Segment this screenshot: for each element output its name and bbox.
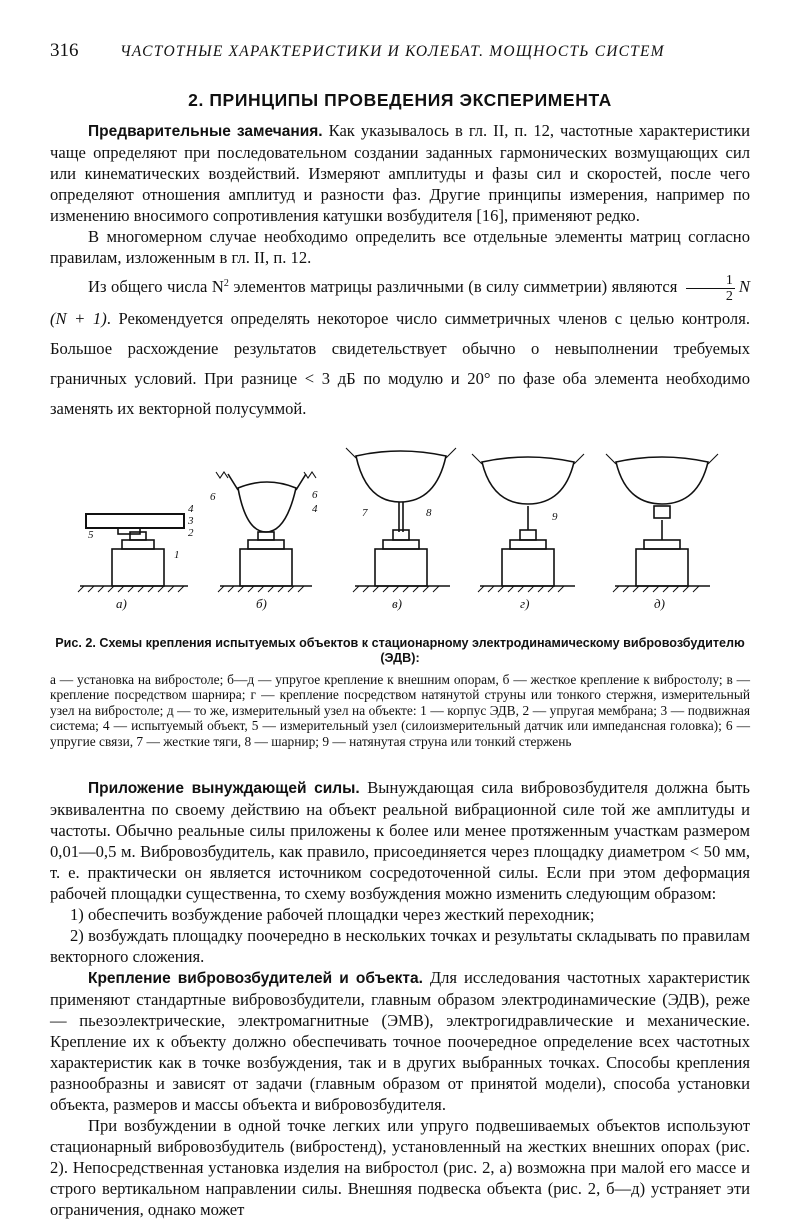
page bbox=[50, 40, 750, 1220]
formula: N (N + 1) bbox=[50, 277, 750, 328]
callout-b-6-left: 6 bbox=[210, 490, 216, 503]
mount-text-1: Для исследования частотных характеристик применяют стандартные вибровозбудители, главным образом электродинамические (ЭДВ), реже — пьезоэлектрические, электромагнитные (ЭМВ), электрогидравлические и механические. Крепление их к объекту должно обеспечивать точное поочередное определение всех частотных характеристик как в точке возбуждения, так и в других выбранных точках. Способы крепления разнообразны и зависят от задачи (главным образом от принятой модели), способа установки объекта, размеров и массы объекта и вибровозбудителя. bbox=[50, 968, 750, 1115]
intro-text-1: Как указывалось в гл. II, п. 12, частотные характеристики чаще определяют при последовательном создании заданных гармонических возмущающих сил или кинематических воздействий. Измеряют амплитуды и фазы сил и скоростей, после чего определяют отношения амплитуд и разности фаз. Другие принципы измерения, например по изменению вносимого сопротивления катушки возбудителя [16], применяют редко. bbox=[50, 121, 750, 225]
mount-paragraph-1 bbox=[50, 967, 750, 1115]
mount-paragraph-2: При возбуждении в одной точке легких или упруго подвешиваемых объектов используют стационарный вибровозбудитель (вибростенд), установленный на жестких внешних опорах (рис. 2). Непосредственная установка изделия на вибростол (рис. 2, а) возможна при малой его массе и строго вертикальном направлении силы. Внешняя подвеска объекта (рис. 2, б—д) устраняет эти ограничения, однако может bbox=[50, 1116, 750, 1220]
fraction-denominator: 2 bbox=[725, 288, 733, 304]
scheme-g bbox=[472, 454, 584, 586]
ground-g bbox=[478, 586, 575, 592]
running-title: ЧАСТОТНЫЕ ХАРАКТЕРИСТИКИ И КОЛЕБАТ. МОЩНОСТЬ СИСТЕМ bbox=[120, 43, 665, 60]
section-title: 2. ПРИНЦИПЫ ПРОВЕДЕНИЯ ЭКСПЕРИМЕНТА bbox=[188, 90, 612, 110]
intro-paragraph-2: В многомерном случае необходимо определить все отдельные элементы матриц согласно правилам, изложенным в гл. II, п. 12. bbox=[50, 227, 750, 267]
callout-a-5: 5 bbox=[88, 528, 94, 541]
ground-v bbox=[353, 586, 450, 592]
fraction-numerator: 1 bbox=[686, 273, 735, 289]
intro-lead: Предварительные замечания. bbox=[88, 123, 323, 140]
subfig-label-v: в) bbox=[392, 595, 402, 611]
callout-g-9: 9 bbox=[552, 510, 558, 523]
exponent: 2 bbox=[223, 278, 229, 289]
callout-v-7: 7 bbox=[362, 506, 368, 519]
ground-b bbox=[218, 586, 312, 592]
force-list-item-1: 1) обеспечить возбуждение рабочей площадки через жесткий переходник; bbox=[70, 905, 595, 925]
ground-a bbox=[78, 586, 188, 592]
ground-d bbox=[613, 586, 710, 592]
force-list-item-2: 2) возбуждать площадку поочередно в нескольких точках и результаты складывать по правилам векторного сложения. bbox=[50, 926, 750, 967]
intro-text-3b: элементов матрицы различными (в силу симметрии) являются bbox=[228, 277, 682, 296]
intro-paragraph-3 bbox=[50, 272, 750, 424]
callout-b-4: 4 bbox=[312, 502, 318, 515]
callout-b-6-right: 6 bbox=[312, 488, 318, 501]
intro-text-3c: . Рекомендуется определять некоторое число симметричных членов с целью контроля. Большое расхождение результатов свидетельствует обычно о невыполнении требуемых граничных условий. При разнице < 3 дБ по модулю и 20° по фазе оба элемента необходимо заменять их векторной полусуммой. bbox=[50, 308, 750, 418]
spacer bbox=[50, 749, 750, 777]
scheme-b bbox=[216, 472, 316, 586]
force-text: Вынуждающая сила вибровозбудителя должна быть эквивалентна по своему действию на объект реальной вибрационной силе той же амплитуды и частоты. Обычно реальные силы приложены к более или менее протяженным участкам размером 0,01—0,5 м. Вибровозбудитель, как правило, присоединяется через площадку диаметром < 50 мм, т. е. практически он является источником сосредоточенной силы. Если при этом деформация рабочей площадки существенна, то схему возбуждения можно изменить следующим образом: bbox=[50, 778, 750, 904]
scheme-d bbox=[606, 454, 718, 586]
subfig-label-d: д) bbox=[654, 595, 665, 611]
subfig-label-b: б) bbox=[256, 595, 267, 611]
page-number: 316 bbox=[50, 40, 79, 61]
force-lead: Приложение вынуждающей силы. bbox=[88, 780, 360, 798]
callout-a-2: 2 bbox=[188, 526, 194, 539]
fraction bbox=[686, 273, 735, 304]
figure-legend: а — установка на вибростоле; б—д — упругое крепление к внешним опорам, б — жесткое крепление к вибростолу; в — крепление посредством шарнира; г — крепление посредством натянутой струны или тонкого стержня, измерительный узел на вибростоле; д — то же, измерительный узел на объекте: 1 — корпус ЭДВ, 2 — упругая мембрана; 3 — подвижная система; 4 — испытуемый объект, 5 — измерительный узел (силоизмерительный датчик или импедансная головка); 6 — упругие связи, 7 — жесткие тяги, 8 — шарнир; 9 — натянутая струна или тонкий стержень bbox=[50, 671, 750, 749]
callout-a-4: 4 bbox=[188, 502, 194, 515]
running-head bbox=[50, 40, 750, 70]
figure-2 bbox=[50, 446, 750, 628]
subfig-label-a: а) bbox=[116, 595, 127, 611]
scheme-a bbox=[86, 514, 184, 586]
figure-caption: Рис. 2. Схемы крепления испытуемых объектов к стационарному электродинамическому вибровозбудителю (ЭДВ): bbox=[55, 635, 745, 665]
mount-lead: Крепление вибровозбудителей и объекта. bbox=[88, 970, 423, 988]
force-paragraph bbox=[50, 777, 750, 904]
subfig-label-g: г) bbox=[520, 595, 530, 611]
callout-a-3: 3 bbox=[188, 514, 194, 527]
intro-text-3a: Из общего числа N bbox=[88, 277, 224, 296]
intro-paragraph-1 bbox=[50, 120, 750, 226]
callout-a-1: 1 bbox=[174, 548, 180, 561]
callout-v-8: 8 bbox=[426, 506, 432, 519]
figure-drawing bbox=[50, 446, 750, 628]
